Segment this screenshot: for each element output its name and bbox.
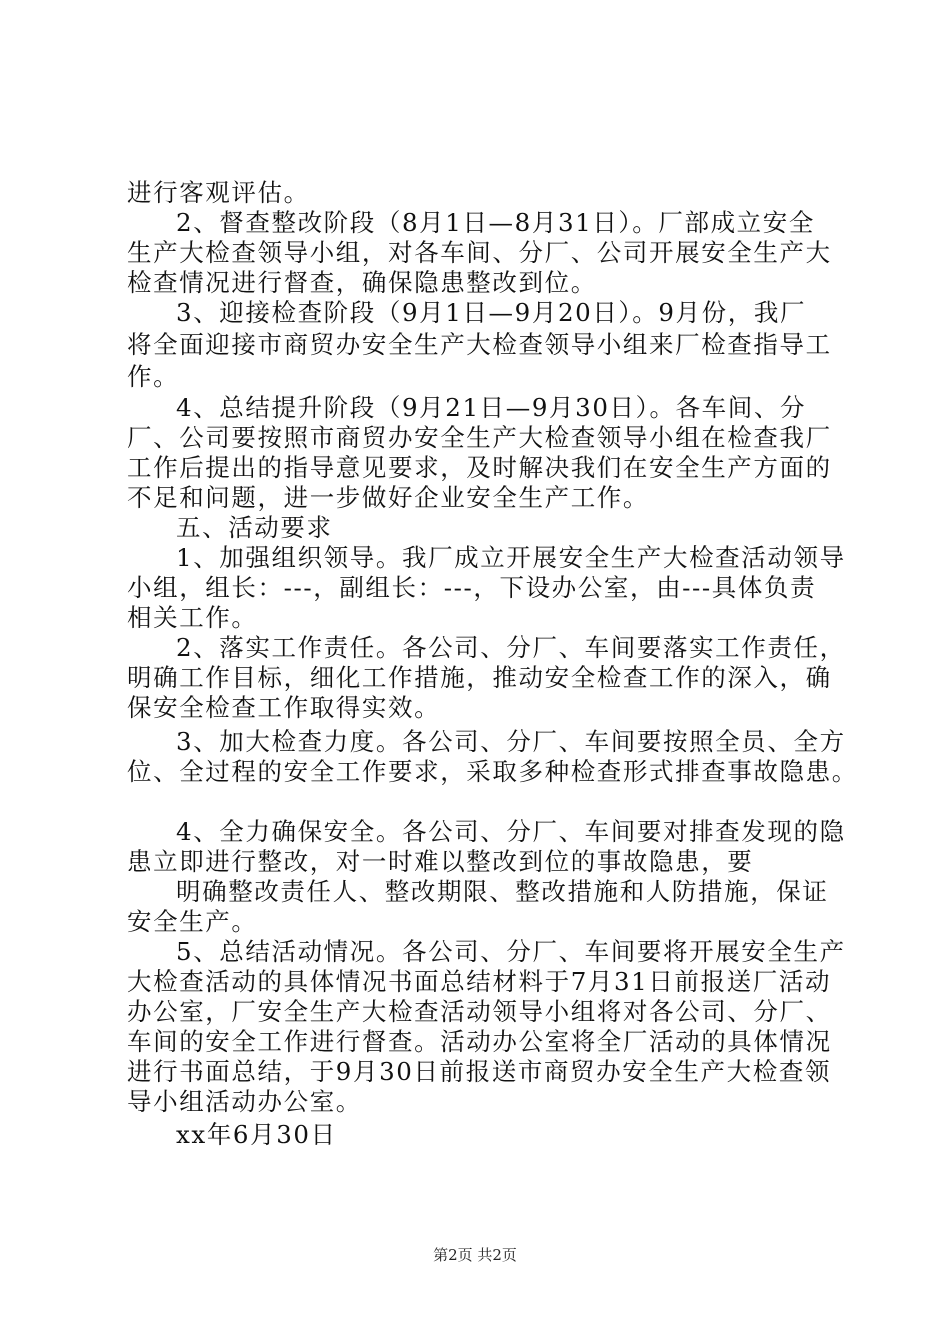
text-line: 不足和问题，进一步做好企业安全生产工作。 (127, 483, 649, 512)
text-line: 4、总结提升阶段（9月21日—9月30日）。各车间、分 (176, 393, 807, 422)
text-line: 3、加大检查力度。各公司、分厂、车间要按照全员、全方 (176, 727, 846, 756)
text-line: 相关工作。 (127, 603, 258, 632)
text-line: 进行客观评估。 (127, 178, 310, 207)
text-line: 2、督查整改阶段（8月1日—8月31日）。厂部成立安全 (176, 208, 815, 237)
section-heading: 五、活动要求 (176, 513, 333, 542)
text-line: 位、全过程的安全工作要求，采取多种检查形式排查事故隐患。 (127, 757, 858, 786)
text-line: 大检查活动的具体情况书面总结材料于7月31日前报送厂活动 (127, 967, 832, 996)
text-line: 作。 (127, 362, 180, 391)
text-line: 明确工作目标，细化工作措施，推动安全检查工作的深入，确 (127, 663, 832, 692)
text-line: 车间的安全工作进行督查。活动办公室将全厂活动的具体情况 (127, 1027, 832, 1056)
text-line: 患立即进行整改，对一时难以整改到位的事故隐患，要 (127, 847, 754, 876)
text-line: 工作后提出的指导意见要求，及时解决我们在安全生产方面的 (127, 453, 832, 482)
text-line: 生产大检查领导小组，对各车间、分厂、公司开展安全生产大 (127, 238, 832, 267)
text-line: 保安全检查工作取得实效。 (127, 693, 441, 722)
text-line: 2、落实工作责任。各公司、分厂、车间要落实工作责任， (176, 633, 846, 662)
text-line: 检查情况进行督查，确保隐患整改到位。 (127, 268, 597, 297)
text-line: 安全生产。 (127, 907, 258, 936)
text-line: 将全面迎接市商贸办安全生产大检查领导小组来厂检查指导工 (127, 330, 832, 359)
text-line: 厂、公司要按照市商贸办安全生产大检查领导小组在检查我厂 (127, 423, 832, 452)
page-number-footer: 第2页 共2页 (433, 1246, 517, 1264)
text-line: 5、总结活动情况。各公司、分厂、车间要将开展安全生产 (176, 937, 846, 966)
text-line: 明确整改责任人、整改期限、整改措施和人防措施，保证 (176, 877, 829, 906)
text-line: 3、迎接检查阶段（9月1日—9月20日）。9月份，我厂 (176, 298, 807, 327)
text-line: 导小组活动办公室。 (127, 1087, 362, 1116)
text-line: 进行书面总结，于9月30日前报送市商贸办安全生产大检查领 (127, 1057, 832, 1086)
text-line: 1、加强组织领导。我厂成立开展安全生产大检查活动领导 (176, 543, 846, 572)
text-line: 4、全力确保安全。各公司、分厂、车间要对排查发现的隐 (176, 817, 846, 846)
text-line: 办公室，厂安全生产大检查活动领导小组将对各公司、分厂、 (127, 997, 832, 1026)
text-line: 小组，组长：---，副组长：---，下设办公室，由---具体负责 (127, 573, 817, 602)
document-date: xx年6月30日 (176, 1120, 337, 1149)
